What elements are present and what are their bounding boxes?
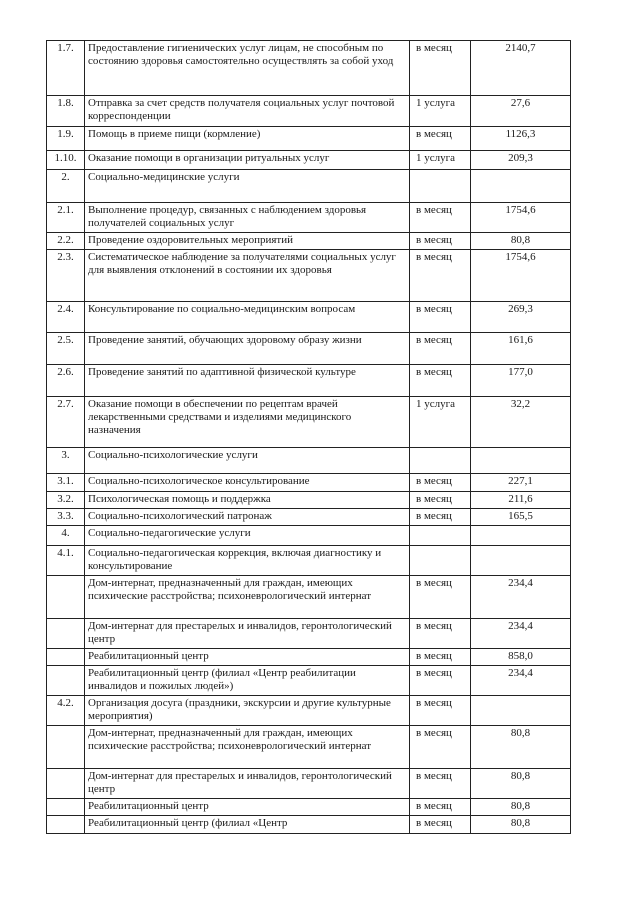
table-row: [47, 769, 571, 799]
price-cell: 234,4: [471, 666, 571, 696]
row-number-cell: 1.10.: [47, 151, 85, 170]
service-description-cell: Реабилитационный центр: [85, 649, 410, 666]
row-number-cell: 1.8.: [47, 96, 85, 127]
unit-cell: в месяц: [410, 333, 471, 365]
price-cell: 80,8: [471, 233, 571, 250]
price-cell: 80,8: [471, 769, 571, 799]
row-number-cell: 4.2.: [47, 696, 85, 726]
table-row: [47, 333, 571, 365]
unit-cell: в месяц: [410, 474, 471, 492]
service-description-cell: Социально-психологические услуги: [85, 448, 410, 474]
table-row: [47, 397, 571, 448]
unit-cell: в месяц: [410, 509, 471, 526]
table-row: [47, 526, 571, 546]
row-number-cell: 3.1.: [47, 474, 85, 492]
unit-cell: в месяц: [410, 666, 471, 696]
price-cell: [471, 526, 571, 546]
table-body: [47, 41, 571, 834]
table-row: [47, 96, 571, 127]
unit-cell: в месяц: [410, 769, 471, 799]
row-number-cell: [47, 649, 85, 666]
unit-cell: [410, 170, 471, 203]
price-cell: 269,3: [471, 302, 571, 333]
row-number-cell: 1.9.: [47, 127, 85, 151]
price-cell: 234,4: [471, 619, 571, 649]
price-cell: 858,0: [471, 649, 571, 666]
table-row: [47, 492, 571, 509]
row-number-cell: 3.3.: [47, 509, 85, 526]
price-cell: [471, 696, 571, 726]
row-number-cell: 2.: [47, 170, 85, 203]
price-cell: [471, 170, 571, 203]
unit-cell: в месяц: [410, 41, 471, 96]
service-description-cell: Организация досуга (праздники, экскурсии и другие культурные мероприятия): [85, 696, 410, 726]
unit-cell: в месяц: [410, 302, 471, 333]
price-cell: [471, 546, 571, 576]
table-row: [47, 127, 571, 151]
service-description-cell: Выполнение процедур, связанных с наблюдением здоровья получателей социальных услуг: [85, 203, 410, 233]
service-description-cell: Социально-медицинские услуги: [85, 170, 410, 203]
unit-cell: в месяц: [410, 127, 471, 151]
unit-cell: [410, 546, 471, 576]
table-row: [47, 649, 571, 666]
price-cell: [471, 448, 571, 474]
unit-cell: в месяц: [410, 576, 471, 619]
unit-cell: в месяц: [410, 203, 471, 233]
service-description-cell: Дом-интернат для престарелых и инвалидов, геронтологический центр: [85, 769, 410, 799]
unit-cell: в месяц: [410, 233, 471, 250]
service-description-cell: Дом-интернат, предназначенный для граждан, имеющих психические расстройства; психоневрологический интернат: [85, 576, 410, 619]
price-cell: 1754,6: [471, 250, 571, 302]
table-row: [47, 448, 571, 474]
price-cell: 80,8: [471, 816, 571, 834]
table-row: [47, 509, 571, 526]
row-number-cell: 4.: [47, 526, 85, 546]
price-cell: 27,6: [471, 96, 571, 127]
price-cell: 80,8: [471, 799, 571, 816]
table-row: [47, 170, 571, 203]
unit-cell: в месяц: [410, 816, 471, 834]
service-description-cell: Проведение занятий по адаптивной физической культуре: [85, 365, 410, 397]
service-description-cell: Реабилитационный центр (филиал «Центр реабилитации инвалидов и пожилых людей»): [85, 666, 410, 696]
price-cell: 209,3: [471, 151, 571, 170]
service-description-cell: Оказание помощи в организации ритуальных услуг: [85, 151, 410, 170]
table-row: [47, 365, 571, 397]
row-number-cell: 1.7.: [47, 41, 85, 96]
service-description-cell: Реабилитационный центр: [85, 799, 410, 816]
price-cell: 1754,6: [471, 203, 571, 233]
unit-cell: в месяц: [410, 492, 471, 509]
service-description-cell: Оказание помощи в обеспечении по рецептам врачей лекарственными средствами и изделиями медицинского назначения: [85, 397, 410, 448]
unit-cell: в месяц: [410, 799, 471, 816]
price-cell: 234,4: [471, 576, 571, 619]
service-description-cell: Консультирование по социально-медицинским вопросам: [85, 302, 410, 333]
row-number-cell: 3.: [47, 448, 85, 474]
row-number-cell: 3.2.: [47, 492, 85, 509]
price-cell: 2140,7: [471, 41, 571, 96]
service-description-cell: Социально-психологический патронаж: [85, 509, 410, 526]
row-number-cell: 2.5.: [47, 333, 85, 365]
table-row: [47, 799, 571, 816]
service-description-cell: Социально-педагогическая коррекция, включая диагностику и консультирование: [85, 546, 410, 576]
table-row: [47, 474, 571, 492]
service-description-cell: Психологическая помощь и поддержка: [85, 492, 410, 509]
row-number-cell: 2.4.: [47, 302, 85, 333]
table-row: [47, 203, 571, 233]
unit-cell: в месяц: [410, 250, 471, 302]
service-description-cell: Социально-психологическое консультирование: [85, 474, 410, 492]
service-description-cell: Дом-интернат для престарелых и инвалидов, геронтологический центр: [85, 619, 410, 649]
table-row: [47, 816, 571, 834]
row-number-cell: [47, 726, 85, 769]
table-row: [47, 576, 571, 619]
unit-cell: [410, 526, 471, 546]
row-number-cell: 2.7.: [47, 397, 85, 448]
row-number-cell: [47, 769, 85, 799]
price-cell: 211,6: [471, 492, 571, 509]
unit-cell: в месяц: [410, 619, 471, 649]
price-cell: 1126,3: [471, 127, 571, 151]
service-description-cell: Отправка за счет средств получателя социальных услуг почтовой корреспонденции: [85, 96, 410, 127]
row-number-cell: 4.1.: [47, 546, 85, 576]
row-number-cell: 2.3.: [47, 250, 85, 302]
row-number-cell: 2.6.: [47, 365, 85, 397]
services-price-table: [46, 40, 571, 834]
service-description-cell: Социально-педагогические услуги: [85, 526, 410, 546]
price-cell: 32,2: [471, 397, 571, 448]
price-cell: 161,6: [471, 333, 571, 365]
service-description-cell: Предоставление гигиенических услуг лицам, не способным по состоянию здоровья самостоятельно осуществлять за собой уход: [85, 41, 410, 96]
row-number-cell: [47, 666, 85, 696]
unit-cell: [410, 448, 471, 474]
document-page: [46, 40, 570, 834]
service-description-cell: Дом-интернат, предназначенный для граждан, имеющих психические расстройства; психоневрологический интернат: [85, 726, 410, 769]
service-description-cell: Проведение оздоровительных мероприятий: [85, 233, 410, 250]
price-cell: 227,1: [471, 474, 571, 492]
row-number-cell: 2.2.: [47, 233, 85, 250]
table-row: [47, 696, 571, 726]
table-row: [47, 151, 571, 170]
unit-cell: 1 услуга: [410, 151, 471, 170]
unit-cell: 1 услуга: [410, 397, 471, 448]
row-number-cell: [47, 576, 85, 619]
price-cell: 177,0: [471, 365, 571, 397]
row-number-cell: [47, 619, 85, 649]
unit-cell: 1 услуга: [410, 96, 471, 127]
unit-cell: в месяц: [410, 649, 471, 666]
table-row: [47, 41, 571, 96]
table-row: [47, 302, 571, 333]
table-row: [47, 619, 571, 649]
table-row: [47, 546, 571, 576]
table-row: [47, 726, 571, 769]
service-description-cell: Проведение занятий, обучающих здоровому образу жизни: [85, 333, 410, 365]
service-description-cell: Реабилитационный центр (филиал «Центр: [85, 816, 410, 834]
price-cell: 80,8: [471, 726, 571, 769]
row-number-cell: [47, 816, 85, 834]
table-row: [47, 233, 571, 250]
service-description-cell: Систематическое наблюдение за получателями социальных услуг для выявления отклонений в состоянии их здоровья: [85, 250, 410, 302]
unit-cell: в месяц: [410, 696, 471, 726]
table-row: [47, 666, 571, 696]
unit-cell: в месяц: [410, 365, 471, 397]
row-number-cell: [47, 799, 85, 816]
table-row: [47, 250, 571, 302]
price-cell: 165,5: [471, 509, 571, 526]
service-description-cell: Помощь в приеме пищи (кормление): [85, 127, 410, 151]
unit-cell: в месяц: [410, 726, 471, 769]
row-number-cell: 2.1.: [47, 203, 85, 233]
